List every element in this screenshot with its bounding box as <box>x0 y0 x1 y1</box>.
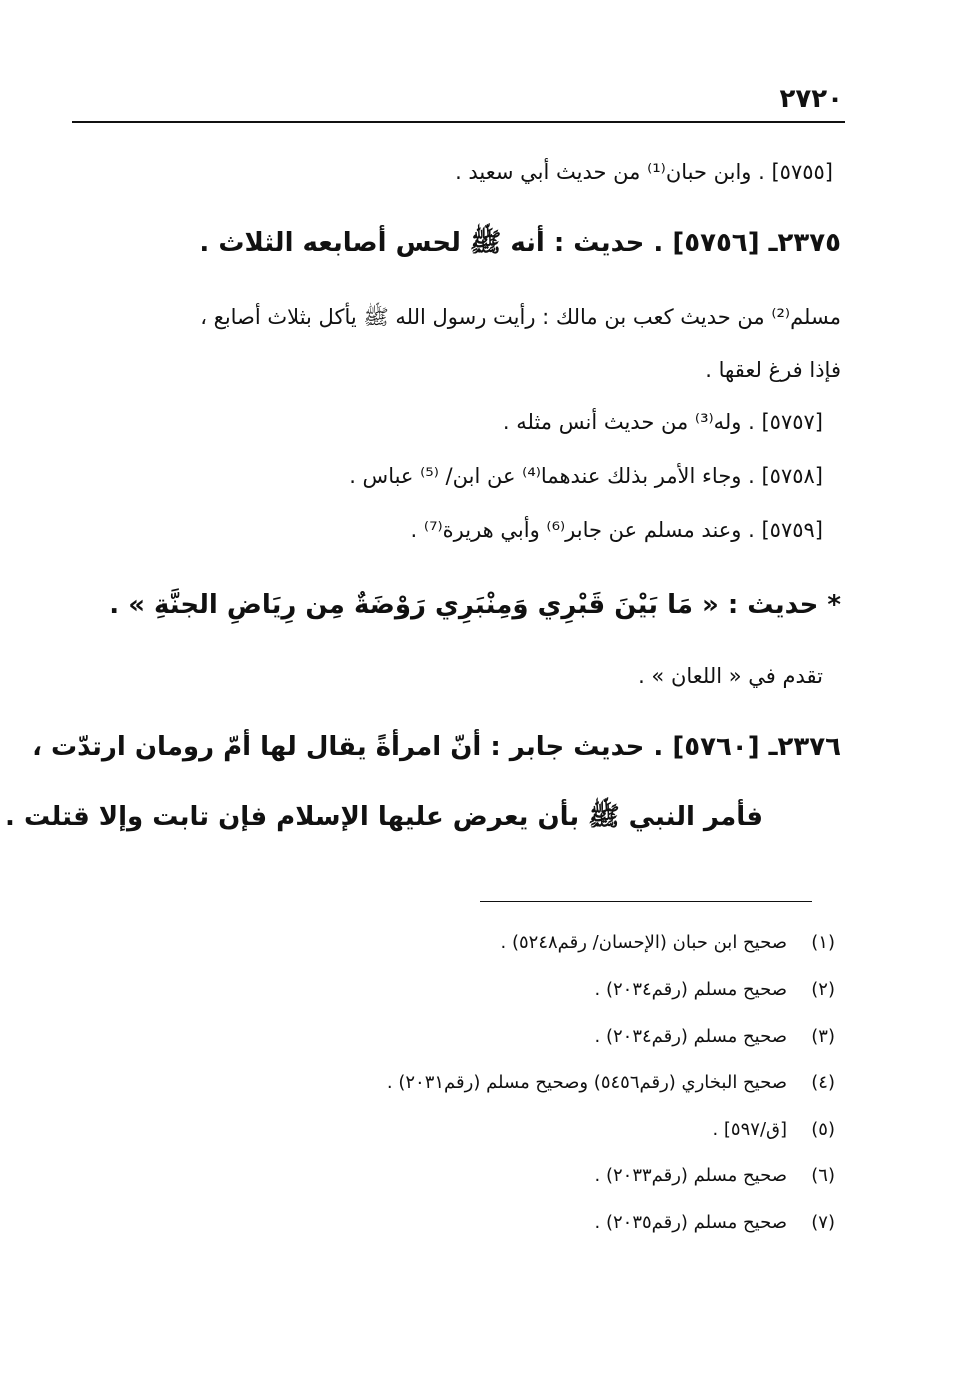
text-line: [٥٧٥٩] . وعند مسلم عن جابر⁽⁶⁾ وأبي هريرة⁽⁷⁾ . <box>410 518 823 542</box>
text-line: [٥٧٥٧] . وله⁽³⁾ من حديث أنس مثله . <box>502 410 823 434</box>
footnote-text: صحيح مسلم (رقم٢٠٣٤) . <box>594 1026 787 1047</box>
footnote <box>595 1026 835 1047</box>
footnote <box>595 1212 835 1233</box>
footnote-rule <box>480 901 812 902</box>
hadith-heading: * حديث : « مَا بَيْنَ قَبْرِي وَمِنْبَرِي رَوْضَةٌ مِن رِيَاضِ الجنَّةِ » . <box>109 590 841 620</box>
footnote-number: (٣) <box>811 1026 835 1047</box>
footnote <box>595 979 835 1000</box>
hadith-heading: فأمر النبي ﷺ بأن يعرض عليها الإسلام فإن تابت وإلا قتلت . <box>5 802 763 832</box>
footnote-text: صحيح مسلم (رقم٢٠٣٣) . <box>594 1165 787 1186</box>
text-line: فإذا فرغ لعقها . <box>705 358 841 382</box>
text-line: [٥٧٥٨] . وجاء الأمر بذلك عندهما⁽⁴⁾ عن ابن/ ⁽⁵⁾ عباس . <box>349 464 823 488</box>
footnote-number: (٧) <box>811 1212 835 1233</box>
hadith-heading: ٢٣٧٦ـ [٥٧٦٠] . حديث جابر : أنّ امرأةً يقال لها أمّ رومان ارتدّت ، <box>32 732 841 762</box>
footnote-number: (٤) <box>811 1072 835 1093</box>
footnote <box>387 1072 835 1093</box>
text-line: مسلم⁽²⁾ من حديث كعب بن مالك : رأيت رسول الله ﷺ يأكل بثلاث أصابع ، <box>200 305 841 329</box>
footnote <box>595 1165 835 1186</box>
footnote <box>712 1119 835 1140</box>
footnote <box>501 932 835 953</box>
text-line: تقدم في « اللعان » . <box>638 664 823 688</box>
text-line: [٥٧٥٥] . وابن حبان⁽¹⁾ من حديث أبي سعيد . <box>455 160 833 184</box>
footnote-text: صحيح ابن حبان (الإحسان/ رقم٥٢٤٨) . <box>500 932 787 953</box>
footnote-text: صحيح مسلم (رقم٢٠٣٥) . <box>594 1212 787 1233</box>
footnote-number: (٦) <box>811 1165 835 1186</box>
footnote-text: صحيح مسلم (رقم٢٠٣٤) . <box>594 979 787 1000</box>
page-number: ٢٧٢٠ <box>779 84 843 114</box>
header-rule <box>72 121 845 123</box>
footnote-text: صحيح البخاري (رقم٥٤٥٦) وصحيح مسلم (رقم٢٠٣١) . <box>386 1072 787 1093</box>
footnote-text: [ق/٥٩٧] . <box>712 1119 787 1140</box>
footnote-number: (٥) <box>811 1119 835 1140</box>
footnote-number: (١) <box>811 932 835 953</box>
footnote-number: (٢) <box>811 979 835 1000</box>
hadith-heading: ٢٣٧٥ـ [٥٧٥٦] . حديث : أنه ﷺ لحس أصابعه الثلاث . <box>199 228 841 258</box>
